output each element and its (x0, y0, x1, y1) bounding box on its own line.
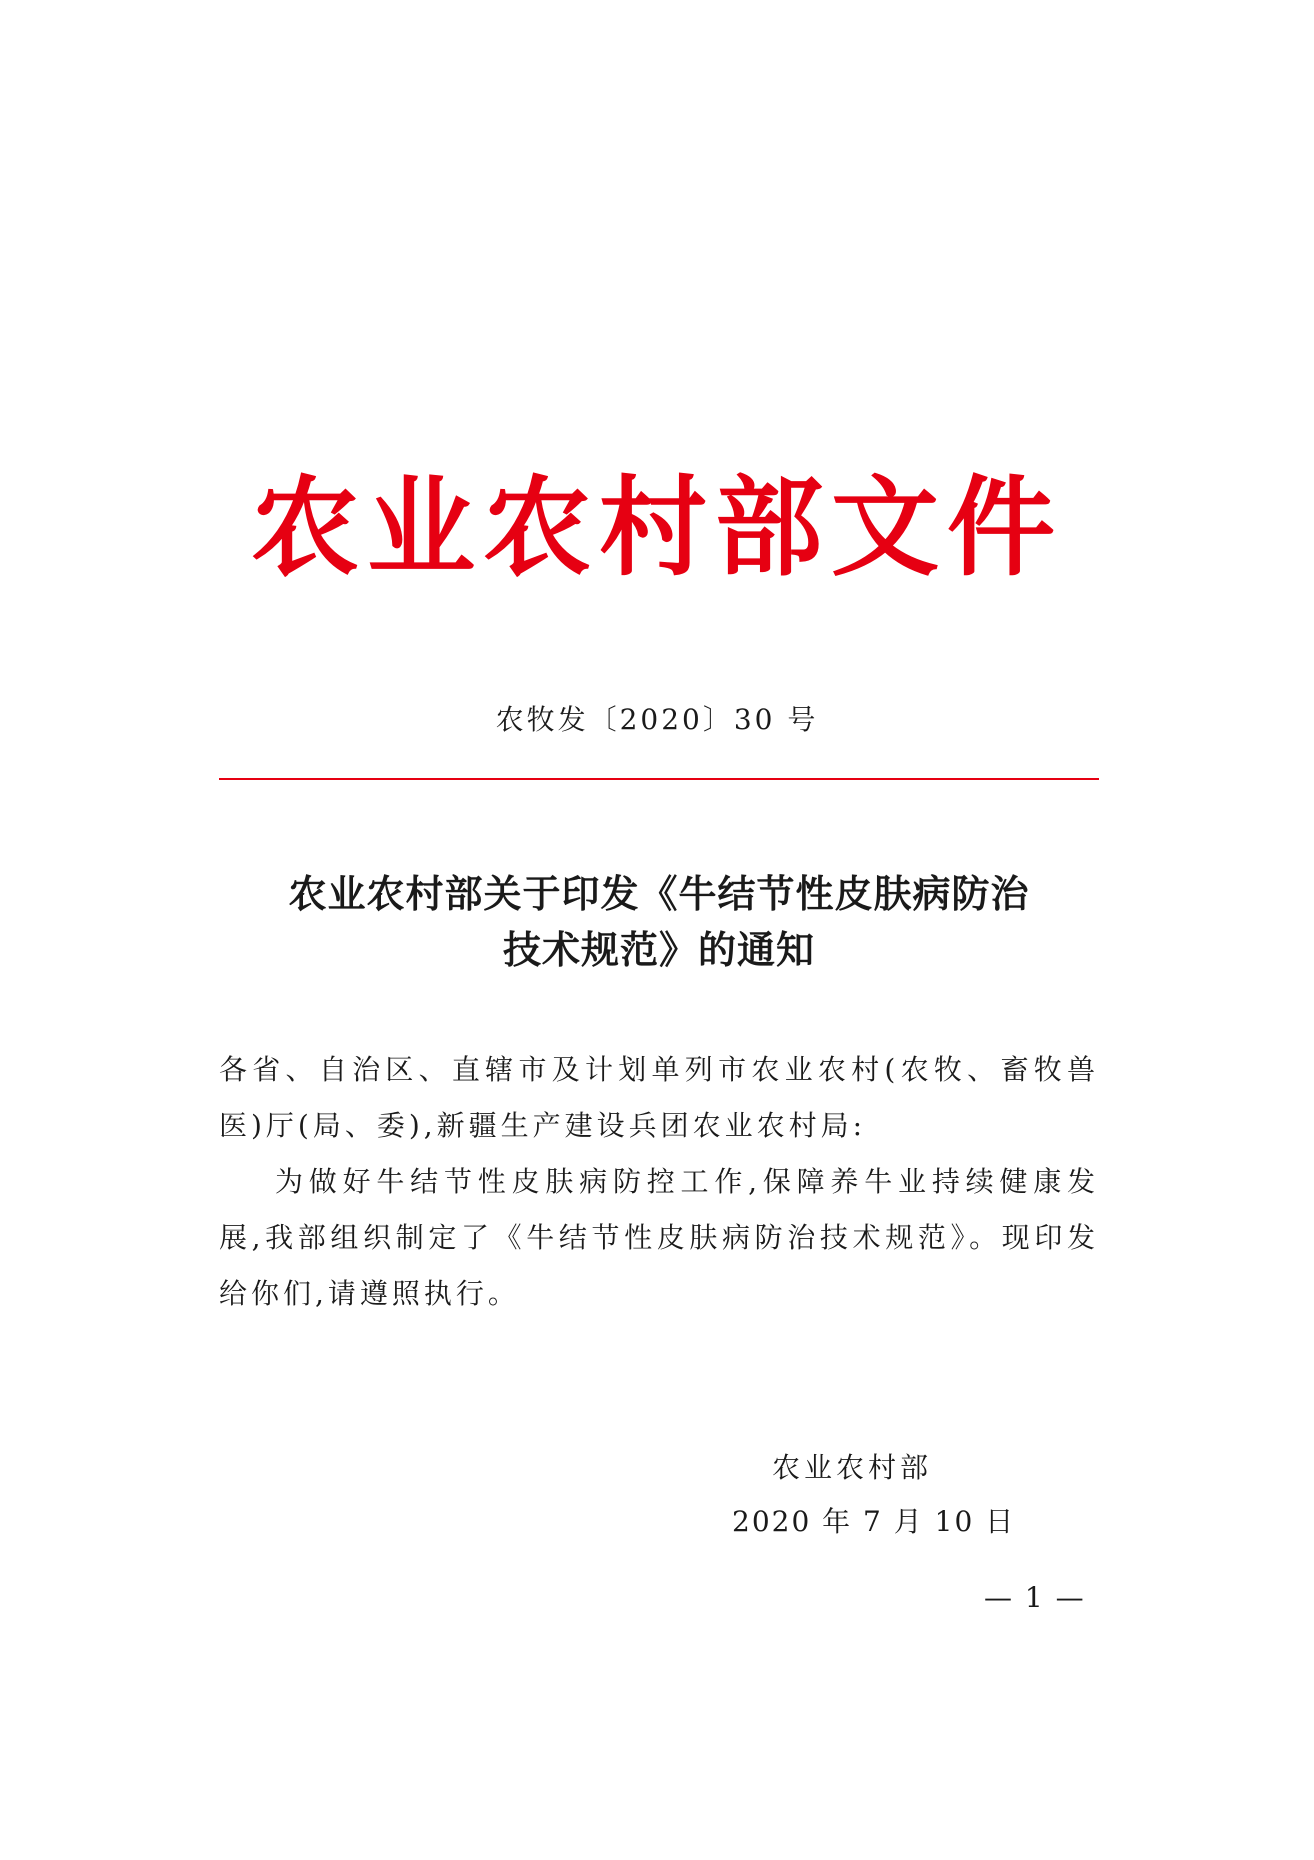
notice-title-line-2: 技术规范》的通知 (502, 927, 815, 972)
notice-title (219, 866, 1099, 978)
masthead-title: 农业农村部文件 (250, 465, 1063, 591)
signature-organization: 农业农村部 (772, 1451, 933, 1484)
signature-date: 2020 年 7 月 10 日 (732, 1505, 1016, 1538)
notice-title-line-1: 农业农村部关于印发《牛结节性皮肤病防治 (288, 871, 1030, 916)
addressee-paragraph: 各省、自治区、直辖市及计划单列市农业农村(农牧、畜牧兽医)厅(局、委),新疆生产建设兵团农业农村局: (219, 1053, 1099, 1142)
page-number: — 1 — (984, 1581, 1086, 1614)
notice-body (219, 1042, 1099, 1322)
document-number: 农牧发〔2020〕30 号 (495, 703, 819, 736)
red-divider-line (219, 778, 1099, 780)
main-paragraph: 为做好牛结节性皮肤病防控工作,保障养牛业持续健康发展,我部组织制定了《牛结节性皮肤病防治技术规范》。现印发给你们,请遵照执行。 (219, 1165, 1099, 1310)
